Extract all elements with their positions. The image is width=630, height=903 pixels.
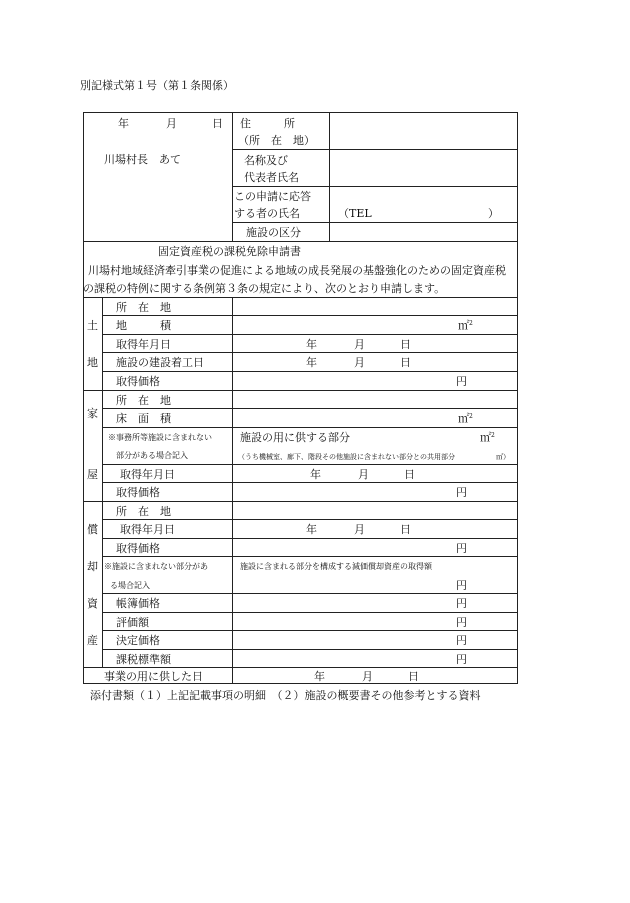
row-line bbox=[102, 371, 518, 372]
depr-location-label: 所 在 地 bbox=[116, 505, 171, 518]
row-line bbox=[102, 464, 518, 465]
header-bottom-line bbox=[83, 241, 518, 242]
row-line bbox=[102, 408, 518, 409]
intro-line-1: 川場村地域経済牽引事業の促進による地域の成長発展の基盤強化のための固定資産税 bbox=[88, 264, 506, 277]
land-acq-date-label: 取得年月日 bbox=[116, 338, 171, 351]
depr-book-value-unit: 円 bbox=[456, 597, 467, 610]
business-start-year: 年 bbox=[314, 670, 325, 683]
depr-acq-day: 日 bbox=[400, 523, 411, 536]
intro-bottom-line bbox=[83, 297, 518, 298]
tel-label: （TEL bbox=[338, 207, 372, 220]
house-acq-date-label: 取得年月日 bbox=[120, 468, 175, 481]
house-facility-part-label: 施設の用に供する部分 bbox=[240, 431, 350, 444]
house-acq-year: 年 bbox=[310, 468, 321, 481]
depr-book-value-label: 帳簿価格 bbox=[116, 597, 160, 610]
addressee: 川場村長 あて bbox=[104, 153, 181, 166]
house-char-2: 屋 bbox=[87, 468, 98, 481]
depr-price-label: 取得価格 bbox=[116, 542, 160, 555]
address-label: 住 所 bbox=[240, 117, 295, 130]
depr-note-1: ※施設に含まれない部分があ bbox=[104, 562, 208, 571]
depr-tax-base-label: 課税標準額 bbox=[116, 653, 171, 666]
row-line bbox=[102, 482, 518, 483]
facility-type-label: 施設の区分 bbox=[246, 226, 301, 239]
depr-char-4: 産 bbox=[87, 634, 98, 647]
depr-acq-month: 月 bbox=[354, 523, 365, 536]
row-line bbox=[102, 334, 518, 335]
business-start-label: 事業の用に供した日 bbox=[104, 670, 203, 683]
row-line bbox=[102, 427, 518, 428]
business-start-month: 月 bbox=[362, 670, 373, 683]
house-char-1: 家 bbox=[87, 407, 98, 420]
depr-char-1: 償 bbox=[87, 523, 98, 536]
depr-determined-price-unit: 円 bbox=[456, 634, 467, 647]
house-shared-note: （うち機械室、廊下、階段その他施設に含まれない部分との共用部分 bbox=[238, 453, 455, 461]
header-line bbox=[232, 149, 518, 150]
name-label-2: 代表者氏名 bbox=[244, 171, 299, 184]
header-line bbox=[232, 222, 518, 223]
table-border-top bbox=[83, 112, 518, 113]
land-price-label: 取得価格 bbox=[116, 375, 160, 388]
depr-assessed-value-unit: 円 bbox=[456, 616, 467, 629]
house-price-label: 取得価格 bbox=[116, 486, 160, 499]
land-area-unit: ㎡$^2$ bbox=[458, 319, 473, 332]
section-line bbox=[83, 390, 518, 391]
document-title: 固定資産税の課税免除申請書 bbox=[158, 245, 301, 258]
business-start-day: 日 bbox=[408, 670, 419, 683]
house-location-label: 所 在 地 bbox=[116, 394, 171, 407]
header-line bbox=[232, 186, 518, 187]
depr-price-unit: 円 bbox=[456, 542, 467, 555]
land-const-year: 年 bbox=[306, 356, 317, 369]
house-shared-note-unit: ㎡） bbox=[496, 453, 510, 461]
row-line bbox=[102, 593, 518, 594]
intro-line-2: の課税の特例に関する条例第３条の規定により、次のとおり申請します。 bbox=[83, 282, 446, 295]
value-divider bbox=[232, 297, 233, 684]
date-year: 年 bbox=[118, 117, 129, 130]
house-price-unit: 円 bbox=[456, 486, 467, 499]
date-month: 月 bbox=[166, 117, 177, 130]
name-label-1: 名称及び bbox=[244, 154, 288, 167]
row-line bbox=[102, 630, 518, 631]
land-const-month: 月 bbox=[354, 356, 365, 369]
responder-label-1: この申請に応答 bbox=[234, 190, 311, 203]
house-acq-month: 月 bbox=[358, 468, 369, 481]
address-sub-label: （所 在 地） bbox=[238, 134, 315, 147]
row-line bbox=[102, 538, 518, 539]
house-facility-part-unit: ㎡$^2$ bbox=[480, 431, 495, 444]
depr-included-unit: 円 bbox=[456, 579, 467, 592]
row-line bbox=[102, 556, 518, 557]
depr-note-2: る場合記入 bbox=[110, 581, 150, 590]
tel-close: ） bbox=[488, 207, 499, 220]
depr-char-3: 資 bbox=[87, 597, 98, 610]
depr-included-note: 施設に含まれる部分を構成する減価償却資産の取得額 bbox=[240, 562, 432, 571]
row-line bbox=[102, 612, 518, 613]
land-const-day: 日 bbox=[400, 356, 411, 369]
land-area-label: 地 積 bbox=[116, 319, 171, 332]
depr-assessed-value-label: 評価額 bbox=[116, 616, 149, 629]
depr-char-2: 却 bbox=[87, 560, 98, 573]
attachments-note: 添付書類（１）上記記載事項の明細 （２）施設の概要書その他参考とする資料 bbox=[90, 689, 481, 702]
land-acq-month: 月 bbox=[354, 338, 365, 351]
land-price-unit: 円 bbox=[456, 375, 467, 388]
table-border-left bbox=[83, 112, 84, 684]
table-border-bottom bbox=[83, 683, 518, 684]
date-day: 日 bbox=[212, 117, 223, 130]
house-note-2: 部分がある場合記入 bbox=[116, 451, 188, 460]
land-acq-year: 年 bbox=[306, 338, 317, 351]
house-note-1: ※事務所等施設に含まれない bbox=[108, 433, 212, 442]
house-floor-area-unit: ㎡$^2$ bbox=[458, 412, 473, 425]
land-char-2: 地 bbox=[87, 356, 98, 369]
depr-determined-price-label: 決定価格 bbox=[116, 634, 160, 647]
row-line bbox=[102, 315, 518, 316]
house-floor-area-label: 床 面 積 bbox=[116, 412, 171, 425]
land-char-1: 土 bbox=[87, 319, 98, 332]
land-location-label: 所 在 地 bbox=[116, 301, 171, 314]
section-line bbox=[83, 501, 518, 502]
row-line bbox=[102, 519, 518, 520]
land-construction-date-label: 施設の建設着工日 bbox=[116, 356, 204, 369]
row-line bbox=[102, 352, 518, 353]
form-number: 別記様式第１号（第１条関係） bbox=[80, 79, 234, 92]
depr-acq-year: 年 bbox=[306, 523, 317, 536]
responder-label-2: する者の氏名 bbox=[234, 207, 300, 220]
land-acq-day: 日 bbox=[400, 338, 411, 351]
depr-tax-base-unit: 円 bbox=[456, 653, 467, 666]
row-line bbox=[102, 649, 518, 650]
table-border-right bbox=[517, 112, 518, 684]
house-acq-day: 日 bbox=[404, 468, 415, 481]
section-line bbox=[83, 667, 518, 668]
depr-acq-date-label: 取得年月日 bbox=[120, 523, 175, 536]
